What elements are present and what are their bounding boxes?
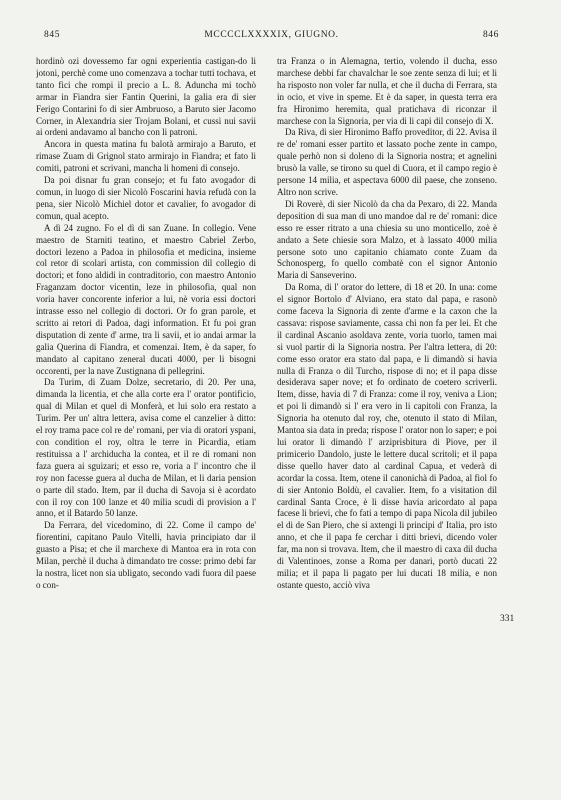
paragraph: hordinò ozi dovessemo far ogni experientia castigan-do li jotoni, perchè come uno comenzava a tochar tutti tochava, et tanto fici che rompi il precio a L. 8. Aduncha mi tochò armar in Fiandra sier Fantin Querini, la galia era di sier Ferigo Contarini fo di sier Ambruoso, a Baruto sier Jacomo Corner, in Alexandria sier Trojam Bolani, et cussì nui savii ai ordeni andavamo al bancho con li patroni. (36, 56, 256, 138)
running-title: MCCCCLXXXXIX, GIUGNO. (204, 30, 339, 40)
paragraph: A dì 24 zugno. Fo el dì di san Zuane. In collegio. Vene maestro de Starniti teatino, et maestro Cabriel Zerbo, doctori lezeno a Padoa in philosofia et medicina, insieme col retor di scolari artista, con commission dil collegio di doctori; et fono aldidi in contraditorio, con maestro Antonio Fraganzam doctor vicentin, leze in philosofia, qual non voria haver concorente inferior a lui, nè voria essi doctori intrasse esso nel collegio di doctori. Or fo gran parole, et scritto ai retori di Padoa, dagi information. Et fu poi gran disputation di zente d' arme, tra li savii, et io andai armar la galia Querina di Fiandra, et comenzai. Item, è da saper, fo mandato al capitano zeneral ducati 4000, per li bisogni occorenti, per la nave Zustignana di pellegrini. (36, 222, 256, 376)
paragraph: Da Ferrara, del vicedomino, di 22. Come il campo de' fiorentini, capitano Paulo Vitelli, havia principiato dar il guasto a Pisa; et che il marchexe di Mantoa era in rota con Milan, perchè il ducha à dimandato tre cosse: primo debi far la nostra, licet non sia ubligato, secondo vadi fuora dil paese o con- (36, 520, 256, 590)
paragraph: Da Riva, di sier Hironimo Baffo proveditor, di 22. Avisa il re de' romani esser partito et lassato poche zente in campo, quale perhò non si doleno di la Signoria nostra; et agnelini brusò la valle, se tirono su quel di Cuora, et il campo regio è persone 14 milia, et aspectava 6000 dil paese, che zonseno. Altro non scrive. (277, 127, 497, 197)
paragraph: Di Roverè, di sier Nicolò da cha da Pexaro, di 22. Manda deposition di sua man di uno mandoe dal re de' romani: dice esso re esser ritrato a una chiesia su uno monticello, zoè è andato a Sete chiesie sora Malzo, et à lassato 4000 milia persone soto uno capitanio chiamato conte Zuam da Schonosperg, fo quello combatè con el signor Antonio Maria di Sanseverino. (277, 198, 497, 281)
paragraph: Da Turim, di Zuam Dolze, secretario, di 20. Per una, dimanda la licentia, et che alla corte era l' orator pontificio, qual di Milan et quel di Monferà, et lui solo era restato a Turim. Per un' altra lettera, avisa come el canzelier à ditto: el roy trama pace col re de' romani, per via di oratori yspani, con condition el roy, oltra le terre in Picardia, etiam restituissa a l' archiducha la contea, et il re di romani non faza guera ai sguizari; et esso re, voria a l' incontro che il roy non facesse guera al ducha de Milan, et li daria pension o parte dil stado. Item, par il ducha di Savoja si è acordato con il roy con 100 lanze et 40 milia scudi di provision a l' anno, et il Batardo 50 lanze. (36, 377, 256, 519)
paragraph: tra Franza o in Alemagna, tertio, volendo il ducha, esso marchese debbi far chavalchar le soe zente senza di lui; et li ha risposto non voler far nulla, et che il ducha di Ferrara, sta in ocio, et vive in speme. Et è da saper, in questa terra era fra Hironimo heremita, qual pratichava di riconzar il marchese con la Signoria, per via di li capi dil consejo di X. (277, 56, 497, 126)
page-number-right: 846 (482, 30, 499, 40)
left-column (36, 56, 256, 592)
margin-number: 331 (500, 614, 515, 624)
paragraph: Da poi disnar fu gran consejo; et fu fato avogador di comun, in luogo di sier Nicolò Foscarini havia refudà con la pena, sier Nicolò Michiel dotor et cavalier, fo avogador di comun, qual acepto. (36, 175, 256, 221)
page-number-left: 845 (44, 30, 61, 40)
paragraph: Da Roma, di l' orator do lettere, di 18 et 20. In una: come el signor Bortolo d' Alviano, era stato dal papa, e rasonò come faceva la Signoria di zente d'arme e la caxon che la cassava: rispose saviamente, cassa chi non fa per lei. Et che il cardinal Ascanio asoldava zente, voria tuorlo, tamen mai si vuol partir di la Signoria nostra. Per l'altra lettera, di 20: come esso orator era stato dal papa, e li dimandò si havia nulla di Franza o dil Turcho, rispose di no; et il papa disse desiderava saper nove; et fo ordinato de coetero scriverli. Item, disse, havia di 7 di Franza: come il roy, veniva a Lion; et poi li dimandò si l' era vero in li capitoli con Franza, la Signoria ha otenuto dal roy, che, otenuto il stato di Milan, Mantoa sia data in preda; rispose l' orator non lo saper; e poi lui orator li dimandò l' arziprisbitura di Piove, per il primicerio Dandolo, juste le lettere ducal scritoli; et il papa disse quello haver dato al cardinal Capua, et vederà di acordar la cossa. Item, otene il canonichà di Padoa, al fiol fo di sier Antonio Boldù, el cavalier. Item, fo a visitation dil cardinal Santa Croce, è li disse havia aricordato al papa facese li brievi, che fo fati a tempo di papa Nicola dil jubileo el di de San Piero, che si axtengi li principi d' Italia, pro isto anno, et che il papa fe cerchar i ditti brievi, dicendo voler far, ma non si trovava. Item, che il maestro di caxa dil ducha di Valentinoes, zonse a Roma per danari, portò ducati 22 milia; et il papa li pagato per lui ducati 18 milia, e non ostante questo, acciò viva (277, 282, 497, 590)
running-header (44, 30, 499, 44)
right-column (277, 56, 497, 592)
paragraph: Ancora in questa matina fu balotà armirajo a Baruto, et rimase Zuam di Grignol stato armirajo in Fiandra; et fato li comiti, patroni et scrivani, mancha li homeni di consejo. (36, 139, 256, 174)
